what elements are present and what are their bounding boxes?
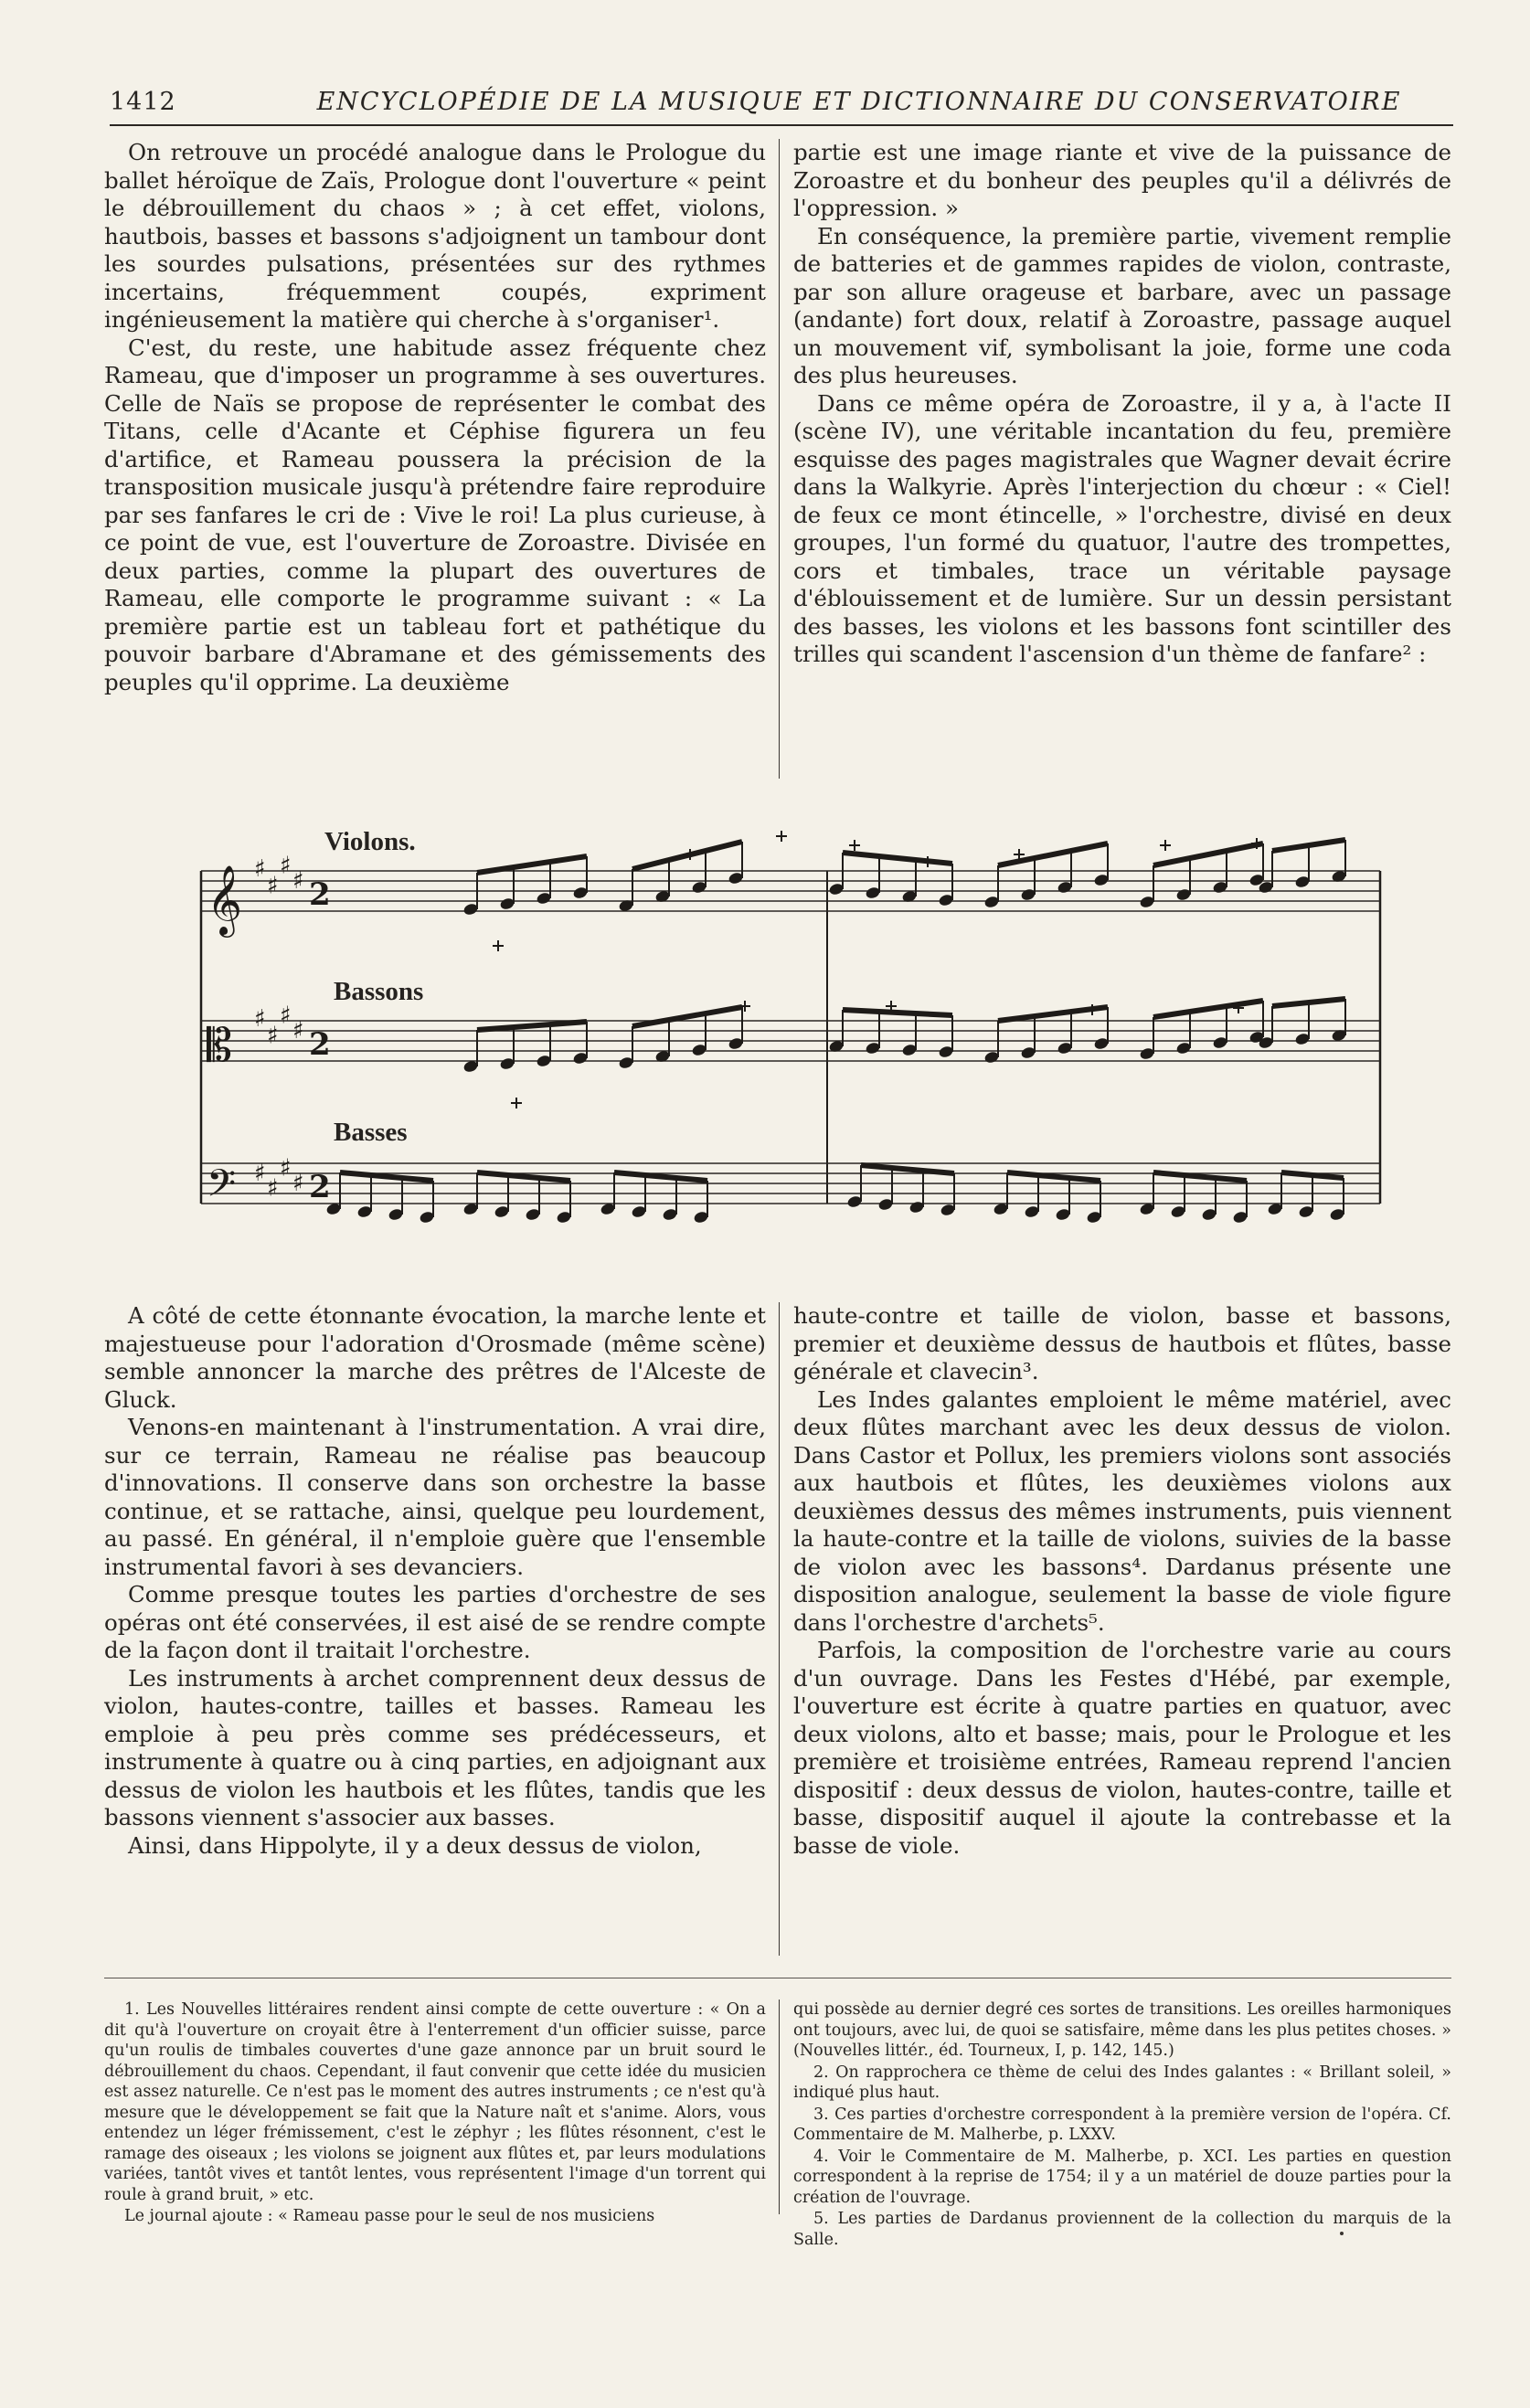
column-1-bottom (104, 1302, 766, 1860)
paragraph: Comme presque toutes les parties d'orchestre de ses opéras ont été conservées, il est aisé de se rendre compte de la façon dont il traitait l'orchestre. (104, 1581, 766, 1663)
running-title: ENCYCLOPÉDIE DE LA MUSIQUE ET DICTIONNAIRE DU CONSERVATOIRE (316, 88, 1402, 116)
paragraph: Dans ce même opéra de Zoroastre, il y a, à l'acte II (scène IV), une véritable incantation du feu, première esquisse des pages magistrales que Wagner devait écrire dans la Walkyrie. Après l'interjection du chœur : « Ciel! de feux ce mont étincelle, » l'orchestre, divisé en deux groupes, l'un formé du quatuor, l'autre des trompettes, cors et timbales, trace un véritable paysage d'éblouissement et de lumière. Sur un dessin persistant des basses, les violons et les bassons font scintiller des trilles qui scandent l'ascension d'un thème de fanfare² : (793, 389, 1451, 667)
sharp-sign: ♯ (254, 1160, 266, 1187)
sharp-sign: ♯ (267, 1022, 279, 1050)
paragraph: Les instruments à archet comprennent deux dessus de violon, hautes-contre, tailles et basses. Rameau les emploie à peu près comme ses prédécesseurs, et instrumente à quatre ou à cinq parties, en adjoignant aux dessus de violon les hautbois et les flûtes, tandis que les bassons viennent s'associer aux basses. (104, 1664, 766, 1830)
sharp-sign: ♯ (292, 1017, 304, 1045)
staff-label-bassons: Bassons (334, 977, 424, 1006)
score-staves (197, 818, 1385, 1330)
paragraph: En conséquence, la première partie, vivement remplie de batteries et de gammes rapides de violon, contraste, par son allure orageuse et barbare, avec un passage (andante) fort doux, relatif à Zoroastre, passage auquel un mouvement vif, symbolisant la joie, forme une coda des plus heureuses. (793, 222, 1451, 388)
footnotes-column-2 (793, 2000, 1451, 2251)
beam (1153, 843, 1263, 865)
paragraph: partie est une image riante et vive de la puissance de Zoroastre et du bonheur des peuples qu'il a délivrés de l'oppression. » (793, 139, 1451, 221)
footnote: Le journal ajoute : « Rameau passe pour le seul de nos musiciens (124, 2207, 655, 2225)
staff-label-violons: Violons. (324, 827, 416, 856)
sharp-sign: ♯ (280, 852, 292, 880)
beam (477, 1022, 587, 1030)
clef-glyph: 𝄡 (207, 1019, 232, 1072)
beam (843, 1010, 952, 1015)
staff-label-basses: Basses (334, 1118, 408, 1147)
sharp-sign: ♯ (267, 872, 279, 900)
column-divider (779, 2000, 780, 2214)
footnotes-column-1 (104, 2000, 766, 2228)
sharp-sign: ♯ (254, 1005, 266, 1033)
column-divider (779, 1302, 780, 1956)
time-signature: 2 (309, 1169, 331, 1205)
sharp-sign: ♯ (280, 1154, 292, 1183)
time-signature: 2 (309, 1026, 331, 1063)
beam (861, 1165, 954, 1173)
footnote: 5. Les parties de Dardanus proviennent de la collection du marquis de la Salle. (793, 2210, 1451, 2249)
beam (477, 856, 587, 873)
ink-speck (1340, 2232, 1344, 2235)
column-divider (779, 139, 780, 779)
paragraph: Ainsi, dans Hippolyte, il y a deux dessus de violon, (128, 1831, 702, 1859)
clef-glyph: 𝄞 (207, 865, 243, 935)
paragraph: Les Indes galantes emploient le même matériel, avec deux flûtes marchant avec les deux dessus de violon. Dans Castor et Pollux, les premiers violons sont associés aux hautbois et flûtes, les deuxièmes violons aux deuxièmes dessus des mêmes instruments, puis viennent la haute-contre et la taille de violons, suivies de la basse de violon avec les bassons⁴. Dardanus présente une disposition analogue, seulement la basse de viole figure dans l'orchestre d'archets⁵. (793, 1385, 1451, 1636)
sharp-sign: ♯ (292, 867, 304, 895)
page-number: 1412 (110, 88, 176, 116)
footnote: 4. Voir le Commentaire de M. Malherbe, p. XCI. Les parties en question correspondent à la reprise de 1754; il y a un matériel de douze parties pour la création de l'ouvrage. (793, 2147, 1451, 2207)
footnote: 3. Ces parties d'orchestre correspondent à la première version de l'opéra. Cf. Commentaire de M. Malherbe, p. LXXV. (793, 2105, 1451, 2144)
paragraph: On retrouve un procédé analogue dans le Prologue du ballet héroïque de Zaïs, Prologue dont l'ouverture « peint le débrouillement du chaos » ; à cet effet, violons, hautbois, basses et bassons s'adjoignent un tambour dont les sourdes pulsations, présentées sur des rythmes incertains, fréquemment coupés, expriment ingénieusement la matière qui cherche à s'organiser¹. (104, 139, 766, 333)
music-score (197, 818, 1385, 1330)
paragraph: Venons-en maintenant à l'instrumentation. A vrai dire, sur ce terrain, Rameau ne réalise pas beaucoup d'innovations. Il conserve dans son orchestre la basse continue, et se rattache, ainsi, quelque peu lourdement, au passé. En général, il n'emploie guère que l'ensemble instrumental favori à ses devanciers. (104, 1414, 766, 1580)
paragraph: A côté de cette étonnante évocation, la marche lente et majestueuse pour l'adoration d'Orosmade (même scène) semble annoncer la marche des prêtres de l'Alceste de Gluck. (104, 1302, 766, 1413)
column-2-bottom (793, 1302, 1451, 1860)
running-header (110, 88, 1453, 128)
footnote: 2. On rapprochera ce thème de celui des Indes galantes : « Brillant soleil, » indiqué plus haut. (793, 2063, 1451, 2102)
time-signature: 2 (309, 876, 331, 913)
beam (843, 853, 952, 864)
clef-glyph: 𝄢 (207, 1162, 237, 1215)
sharp-sign: ♯ (280, 1002, 292, 1030)
footnote: 1. Les Nouvelles littéraires rendent ainsi compte de cette ouverture : « On a dit qu'à l'ouverture on croyait être à l'enterrement d'un officier suisse, parce qu'un roulis de timbales couvertes d'une gaze annonce par un bruit sourd le débrouillement du chaos. Cependant, il faut convenir que cette idée du musicien est assez naturelle. Ce n'est pas le moment des autres instruments ; ce n'est qu'à mesure que le développement se fait que la Nature naît et s'anime. Alors, vous entendez un léger frémissement, c'est le zéphyr ; les flûtes résonnent, c'est le ramage des oiseaux ; les violons se joignent aux flûtes et, par leurs modulations variées, tantôt vives et tantôt lentes, vous représentent l'image d'un torrent qui roule à grand bruit, » etc. (104, 2000, 766, 2204)
paragraph: haute-contre et taille de violon, basse et bassons, premier et deuxième dessus de hautbois et flûtes, basse générale et clavecin³. (793, 1302, 1451, 1384)
sharp-sign: ♯ (254, 855, 266, 883)
paragraph: C'est, du reste, une habitude assez fréquente chez Rameau, que d'imposer un programme à ses ouvertures. Celle de Naïs se propose de représenter le combat des Titans, celle d'Acante et Céphise figurera un feu d'artifice, et Rameau poussera la précision de la transposition musicale jusqu'à prétendre faire reproduire par ses fanfares le cri de : Vive le roi! La plus curieuse, à ce point de vue, est l'ouverture de Zoroastre. Divisée en deux parties, comme la plupart des ouvertures de Rameau, elle comporte le programme suivant : « La première partie est un tableau fort et pathétique du pouvoir barbare d'Abramane et des gémissements des peuples qu'il opprime. La deuxième (104, 334, 766, 695)
paragraph: Parfois, la composition de l'orchestre varie au cours d'un ouvrage. Dans les Festes d'Hébé, par exemple, l'ouverture est écrite à quatre parties en quatuor, avec deux violons, alto et basse; mais, pour le Prologue et les première et troisième entrées, Rameau reprend l'ancien dispositif : deux dessus de violon, hautes-contre, taille et basse, dispositif auquel il ajoute la contrebasse et la basse de viole. (793, 1637, 1451, 1859)
column-1-top (104, 139, 766, 696)
header-rule (110, 124, 1453, 126)
sharp-sign: ♯ (292, 1170, 304, 1197)
sharp-sign: ♯ (267, 1174, 279, 1203)
beam (1272, 999, 1345, 1006)
beam (632, 1007, 742, 1026)
column-2-top (793, 139, 1451, 669)
beam (1153, 1001, 1263, 1017)
footnote: qui possède au dernier degré ces sortes de transitions. Les oreilles harmoniques ont toujours, avec lui, de quoi se satisfaire, même dans les plus petites choses. » (Nouvelles littér., éd. Tourneux, I, p. 142, 145.) (793, 2000, 1451, 2060)
